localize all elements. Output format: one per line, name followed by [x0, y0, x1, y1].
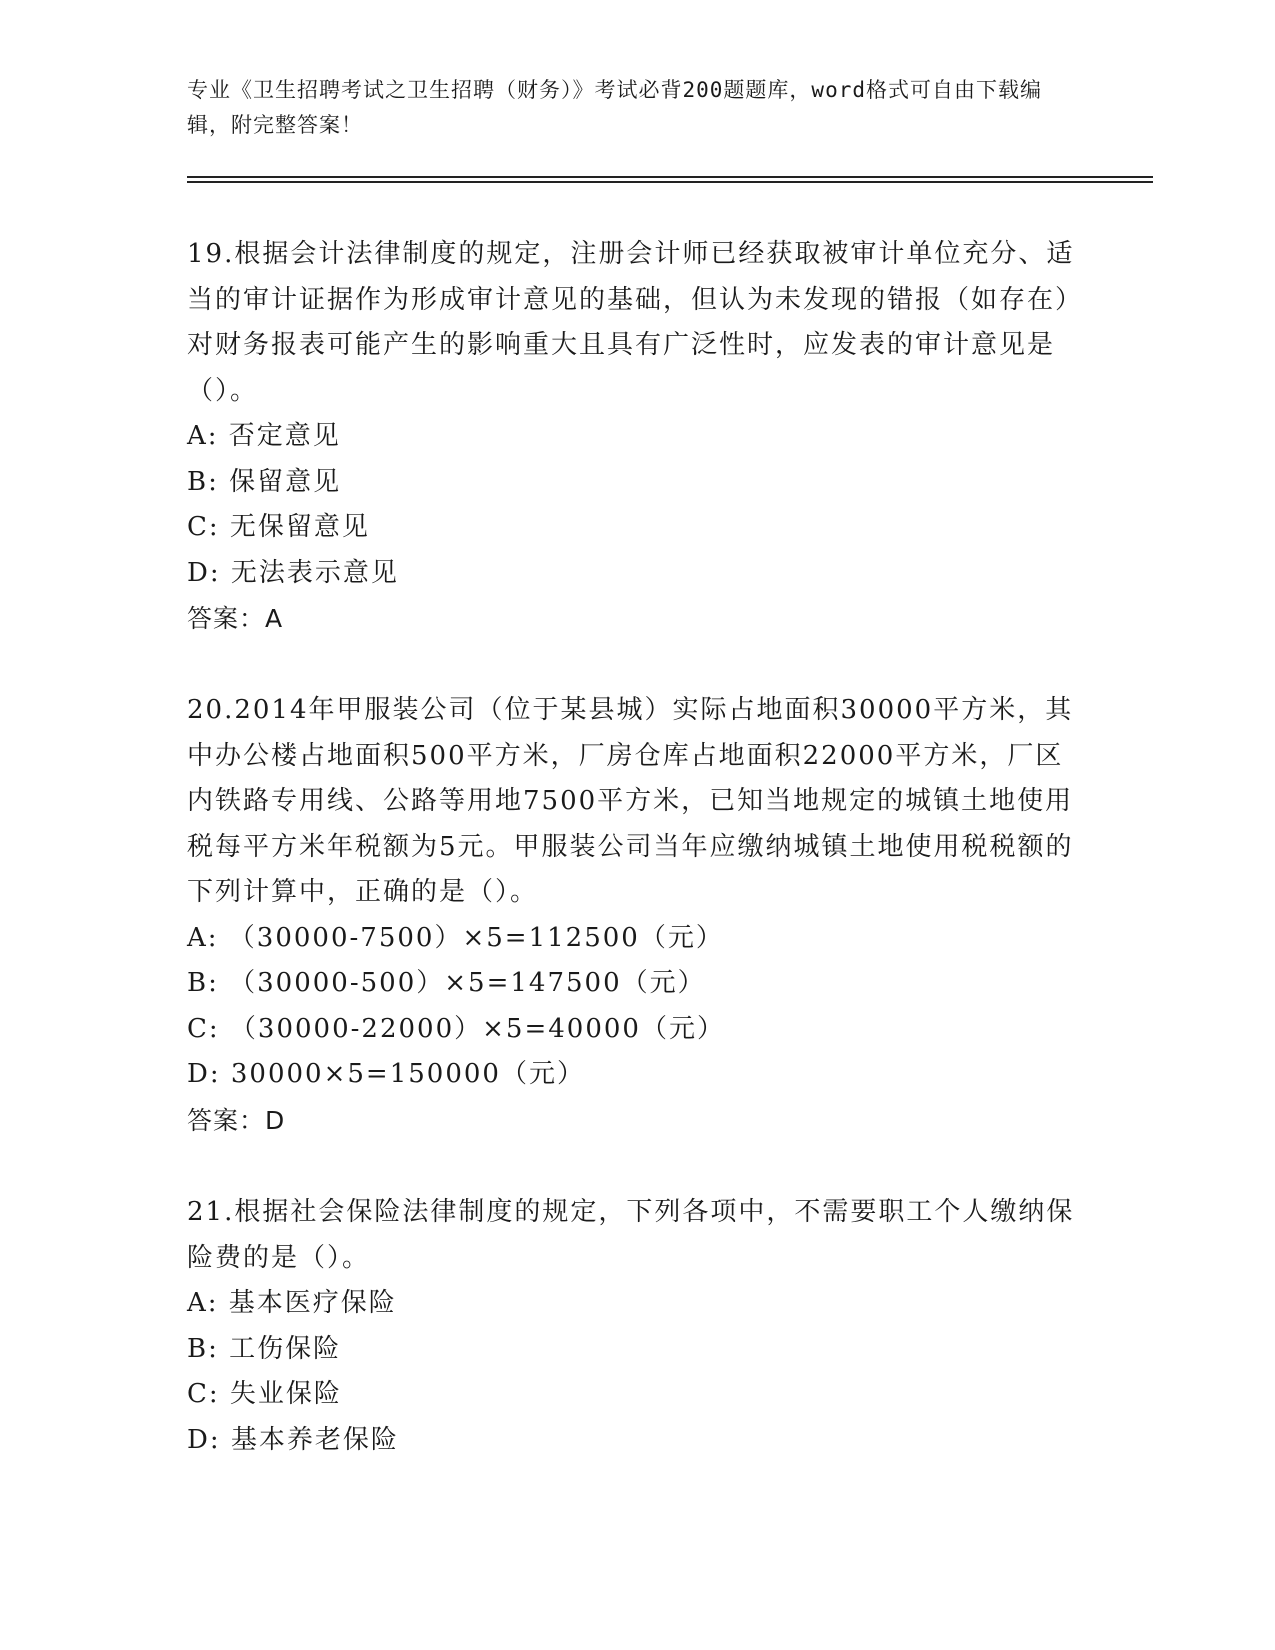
header-divider-top — [187, 176, 1153, 178]
question-stem: 20.2014年甲服装公司（位于某县城）实际占地面积30000平方米，其中办公楼占地面积500平方米，厂房仓库占地面积22000平方米，厂区内铁路专用线、公路等用地7500平方米，已知当地规定的城镇土地使用税每平方米年税额为5元。甲服装公司当年应缴纳城镇土地使用税税额的下列计算中，正确的是（）。 — [187, 695, 1074, 907]
option-c: C: 无保留意见 — [187, 512, 370, 542]
question-stem: 19.根据会计法律制度的规定，注册会计师已经获取被审计单位充分、适当的审计证据作为形成审计意见的基础，但认为未发现的错报（如存在）对财务报表可能产生的影响重大且具有广泛性时，应发表的审计意见是（）。 — [187, 239, 1084, 406]
question-21 — [187, 1190, 1087, 1463]
option-d: D: 基本养老保险 — [187, 1424, 399, 1455]
question-20 — [187, 688, 1087, 1143]
option-c: C: （30000-22000）×5=40000（元） — [187, 1013, 725, 1044]
option-b: B: 保留意见 — [187, 466, 342, 497]
answer-label: 答案：D — [187, 1105, 286, 1135]
answer-label: 答案：A — [187, 604, 284, 633]
option-a: A: （30000-7500）×5=112500（元） — [187, 922, 724, 953]
option-d: D: 无法表示意见 — [187, 557, 399, 588]
option-d: D: 30000×5=150000（元） — [187, 1059, 585, 1089]
question-stem: 21.根据社会保险法律制度的规定，下列各项中，不需要职工个人缴纳保险费的是（）。 — [187, 1197, 1075, 1273]
option-a: A: 基本医疗保险 — [187, 1288, 397, 1318]
header-text: 专业《卫生招聘考试之卫生招聘（财务）》考试必背200题题库，word格式可自由下载编辑，附完整答案！ — [187, 78, 1042, 137]
question-19 — [187, 232, 1087, 642]
option-c: C: 失业保险 — [187, 1379, 342, 1409]
option-b: B: 工伤保险 — [187, 1333, 342, 1364]
option-b: B: （30000-500）×5=147500（元） — [187, 968, 706, 998]
option-a: A: 否定意见 — [187, 421, 341, 451]
document-header — [187, 73, 1067, 143]
header-divider-bottom — [187, 181, 1153, 183]
